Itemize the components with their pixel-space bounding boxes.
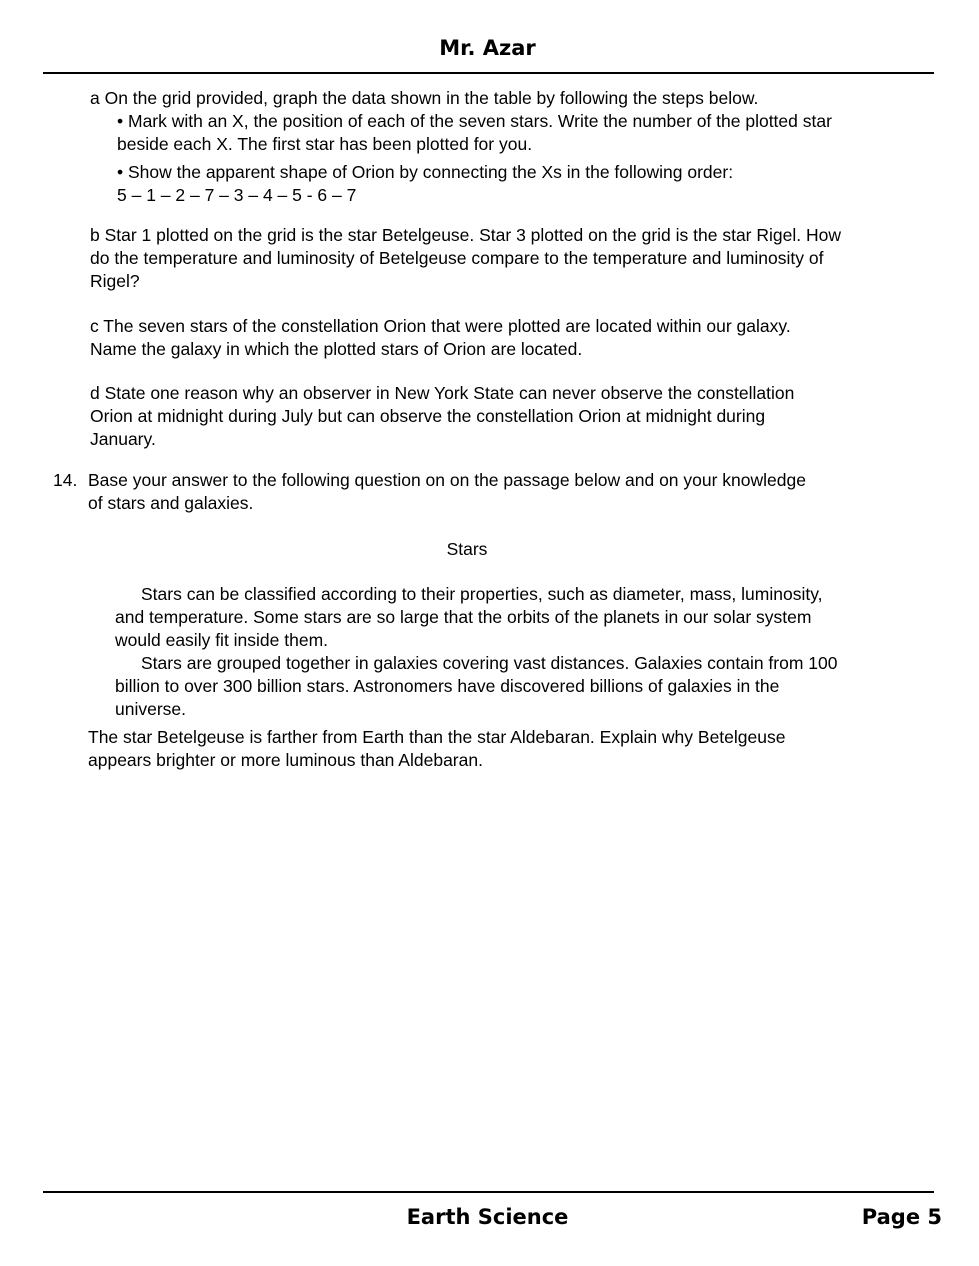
passage-paragraph-2: Stars are grouped together in galaxies covering vast distances. Galaxies contain from 100 billion to over 300 billion stars. Astronomers have discovered billions of galaxies in the universe. [115,653,838,719]
part-a-bullet-1: • Mark with an X, the position of each of the seven stars. Write the number of the plotted star beside each X. The first star has been plotted for you. [117,111,832,154]
question-14-question: The star Betelgeuse is farther from Earth than the star Aldebaran. Explain why Betelgeuse appears brighter or more luminous than Aldebaran. [88,727,786,770]
part-d-text: d State one reason why an observer in New York State can never observe the constellation Orion at midnight during July but can observe the constellation Orion at midnight during January. [90,383,795,449]
question-14-prompt: Base your answer to the following question on on the passage below and on your knowledge of stars and galaxies. [88,470,806,513]
question-14 [53,469,813,515]
part-b-text: b Star 1 plotted on the grid is the star Betelgeuse. Star 3 plotted on the grid is the star Rigel. How do the temperature and luminosity of Betelgeuse compare to the temperature and luminosity of Rigel? [90,225,841,291]
question-number: 14. [53,470,78,490]
part-a-order: 5 – 1 – 2 – 7 – 3 – 4 – 5 - 6 – 7 [117,185,357,205]
header-title: Mr. Azar [439,36,536,60]
passage-paragraph-1: Stars can be classified according to their properties, such as diameter, mass, luminosity, and temperature. Some stars are so large that the orbits of the planets in our solar system would easily fit inside them. [115,584,823,650]
part-a-bullet-2: • Show the apparent shape of Orion by connecting the Xs in the following order: [117,162,734,182]
passage [115,583,840,721]
question-part-b [90,224,860,293]
part-c-text: c The seven stars of the constellation Orion that were plotted are located within our galaxy. Name the galaxy in which the plotted stars of Orion are located. [90,316,791,359]
question-14-text [88,726,788,772]
question-part-d [90,382,830,451]
passage-title: Stars [446,539,488,559]
footer-subject: Earth Science [406,1205,569,1229]
footer-divider [43,1191,934,1193]
header-divider [43,72,934,74]
footer-page-number: Page 5 [861,1205,942,1229]
part-a-intro: a On the grid provided, graph the data shown in the table by following the steps below. [90,88,759,108]
question-part-a [90,87,860,207]
question-part-c [90,315,830,361]
